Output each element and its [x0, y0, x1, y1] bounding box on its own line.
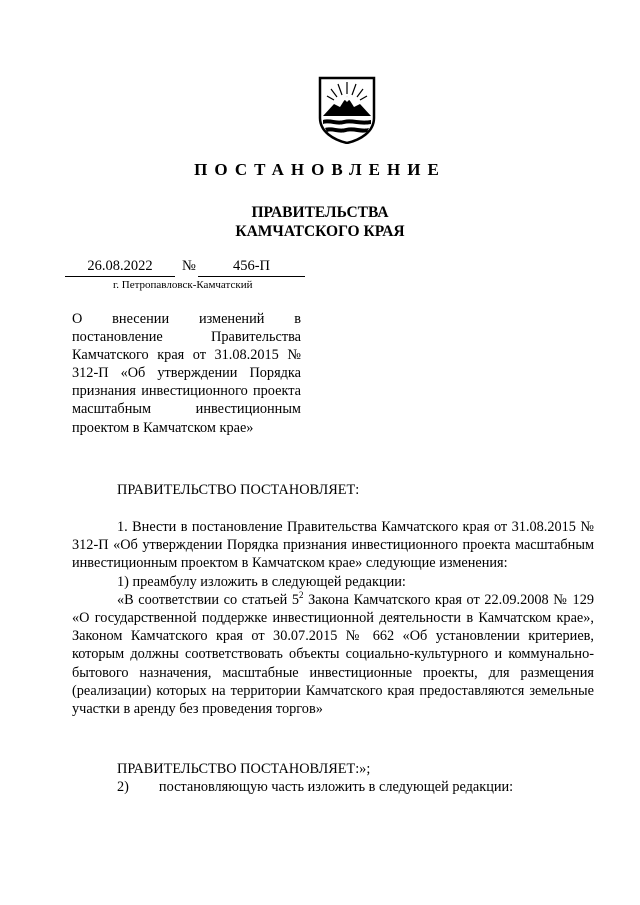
paragraph-3: «В соответствии со статьей $5^2$ Закона Камчатского края от 22.09.2008 № 129 «О государственной поддержке инвестиционной деятельности в Камчатском крае», Законом Камчатского края от 30.07.2015 № 662 «Об установлении критериев, которым должны соответствовать объекты социально-культурного и коммунально-бытового назначения, масштабные инвестиционные проекты, для размещения (реализации) которых на территории Камчатского края предоставляются земельные участки в аренду без проведения торгов» [72, 590, 594, 718]
date-underline [65, 276, 175, 277]
authority-line-1: ПРАВИТЕЛЬСТВА [251, 204, 389, 221]
city-label: г. Петропавловск-Камчатский [113, 279, 253, 291]
paragraph-1: 1. Внести в постановление Правительства Камчатского края от 31.08.2015 № 312-П «Об утверждении Порядка признания инвестиционного проекта масштабным инвестиционным проектом в Камчатском крае» следующие изменения: [72, 519, 594, 572]
kamchatka-emblem-icon [316, 74, 378, 144]
authority-line-2: КАМЧАТСКОГО КРАЯ [235, 223, 405, 240]
paragraph-4-block [72, 760, 594, 796]
document-date: 26.08.2022 [87, 258, 153, 274]
issuing-authority [200, 203, 440, 241]
document-subject: О внесении изменений в постановление Правительства Камчатского края от 31.08.2015 № 312-П «Об утверждении Порядка признания инвестиционного проекта масштабным инвестиционным проектом в Камчатском крае» [72, 311, 301, 436]
number-sign: № [182, 258, 196, 274]
document-number: 456-П [232, 258, 271, 274]
decree-heading: ПРАВИТЕЛЬСТВО ПОСТАНОВЛЯЕТ: [117, 482, 360, 498]
number-underline [198, 276, 305, 277]
document-title: ПОСТАНОВЛЕНИЕ [194, 160, 446, 179]
paragraph-5: 2) постановляющую часть изложить в следующей редакции: [117, 779, 514, 796]
body-text [72, 518, 594, 718]
paragraph-4: ПРАВИТЕЛЬСТВО ПОСТАНОВЛЯЕТ:»; [117, 761, 371, 777]
paragraph-2: 1) преамбулу изложить в следующей редакции: [117, 573, 406, 590]
date-number-row [65, 258, 305, 280]
